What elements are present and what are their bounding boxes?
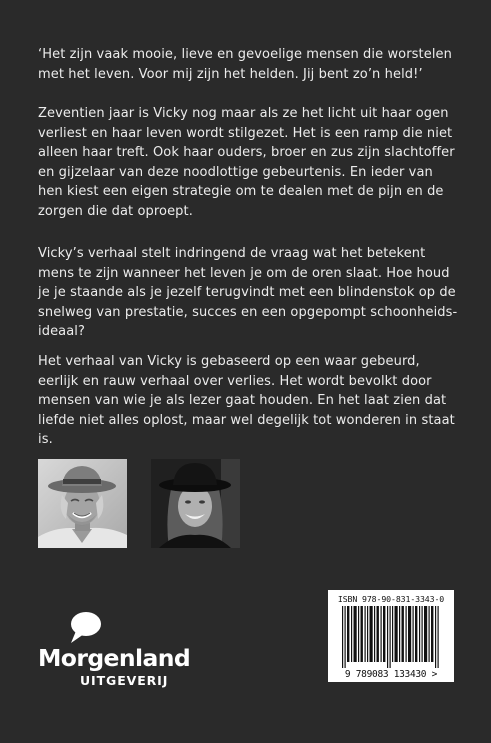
blurb-paragraph-4-container — [38, 352, 458, 450]
blurb-paragraph-1: ‘Het zijn vaak mooie, lieve en gevoelige mensen die worstelen met het leven. Voor mij zijn het helden. Jij bent zo’n held!’ — [38, 47, 452, 82]
speech-bubble-icon — [68, 610, 102, 644]
publisher-subtitle: UITGEVERIJ — [80, 673, 169, 688]
ean-digits: 9 789083 133430 > — [344, 669, 438, 680]
author-photo-woman-graphic — [151, 459, 240, 548]
blurb-paragraph-3: Vicky’s verhaal stelt indringend de vraag wat het betekent mens te zijn wanneer het leven je om de oren slaat. Hoe houd je je staande als je jezelf terugvindt met een blindenstok op de snelweg van prestatie, succes en een opgepompt schoonheids-ideaal? — [38, 246, 458, 339]
author-photo-man-graphic — [38, 459, 127, 548]
publisher-name: Morgenland — [38, 644, 191, 672]
blurb-paragraph-2: Zeventien jaar is Vicky nog maar als ze het licht uit haar ogen verliest en haar leven wordt stilgezet. Het is een ramp die niet alleen haar treft. Ook haar ouders, broer en zus zijn slachtoffer en gijzelaar van deze noodlottige gebeurtenis. En ieder van hen kiest een eigen strategie om te dealen met de pijn en de zorgen die dat oproept. — [38, 106, 455, 219]
blurb-paragraph-4: Het verhaal van Vicky is gebaseerd op een waar gebeurd, eerlijk en rauw verhaal over verlies. Het wordt bevolkt door mensen van wie je als lezer gaat houden. En het laat zien dat liefde niet alles oplost, maar wel degelijk tot wonderen in staat is. — [38, 354, 455, 447]
barcode-bars — [334, 606, 448, 668]
author-photo-woman — [151, 459, 240, 548]
isbn-barcode — [328, 590, 454, 682]
blurb-paragraph-2-container — [38, 104, 458, 221]
isbn-label: ISBN 978-90-831-3343-0 — [337, 594, 445, 604]
publisher-logo — [38, 610, 218, 690]
quote-paragraph — [38, 45, 458, 84]
author-photo-man — [38, 459, 127, 548]
blurb-paragraph-3-container — [38, 244, 458, 342]
